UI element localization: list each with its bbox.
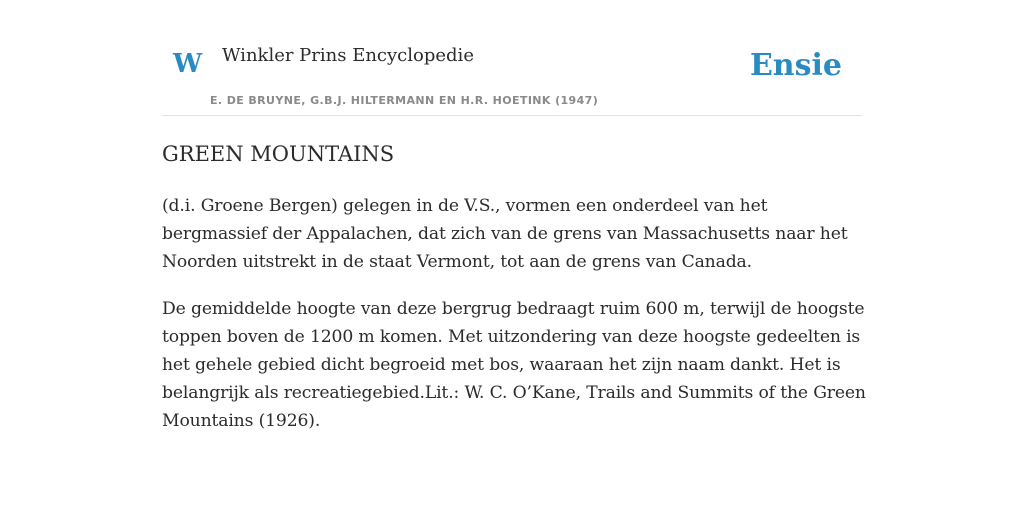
entry-paragraph: De gemiddelde hoogte van deze bergrug bedraagt ruim 600 m, terwijl de hoogste toppen boven de 1200 m komen. Met uitzondering van deze hoogste gedeelten is het gehele gebied dicht begroeid met bos, waaraan het zijn naam dankt. Het is belangrijk als recreatiegebied.Lit.: W. C. O’Kane, Trails and Summits of the Green Mountains (1926). bbox=[162, 299, 866, 431]
entry-title: GREEN MOUNTAINS bbox=[162, 142, 395, 166]
source-header bbox=[162, 0, 862, 116]
encyclopedia-logo[interactable]: W bbox=[173, 49, 203, 79]
entry-paragraph: (d.i. Groene Bergen) gelegen in de V.S., vormen een onderdeel van het bergmassief der Appalachen, dat zich van de grens van Massachusetts naar het Noorden uitstrekt in de staat Vermont, tot aan de grens van Canada. bbox=[162, 196, 848, 272]
source-title[interactable]: Winkler Prins Encyclopedie bbox=[222, 45, 474, 66]
ensie-logo[interactable]: Ensie bbox=[749, 48, 842, 83]
page-container bbox=[162, 0, 866, 431]
source-authors: E. DE BRUYNE, G.B.J. HILTERMANN EN H.R. HOETINK (1947) bbox=[210, 94, 599, 107]
entry-body bbox=[162, 192, 868, 454]
